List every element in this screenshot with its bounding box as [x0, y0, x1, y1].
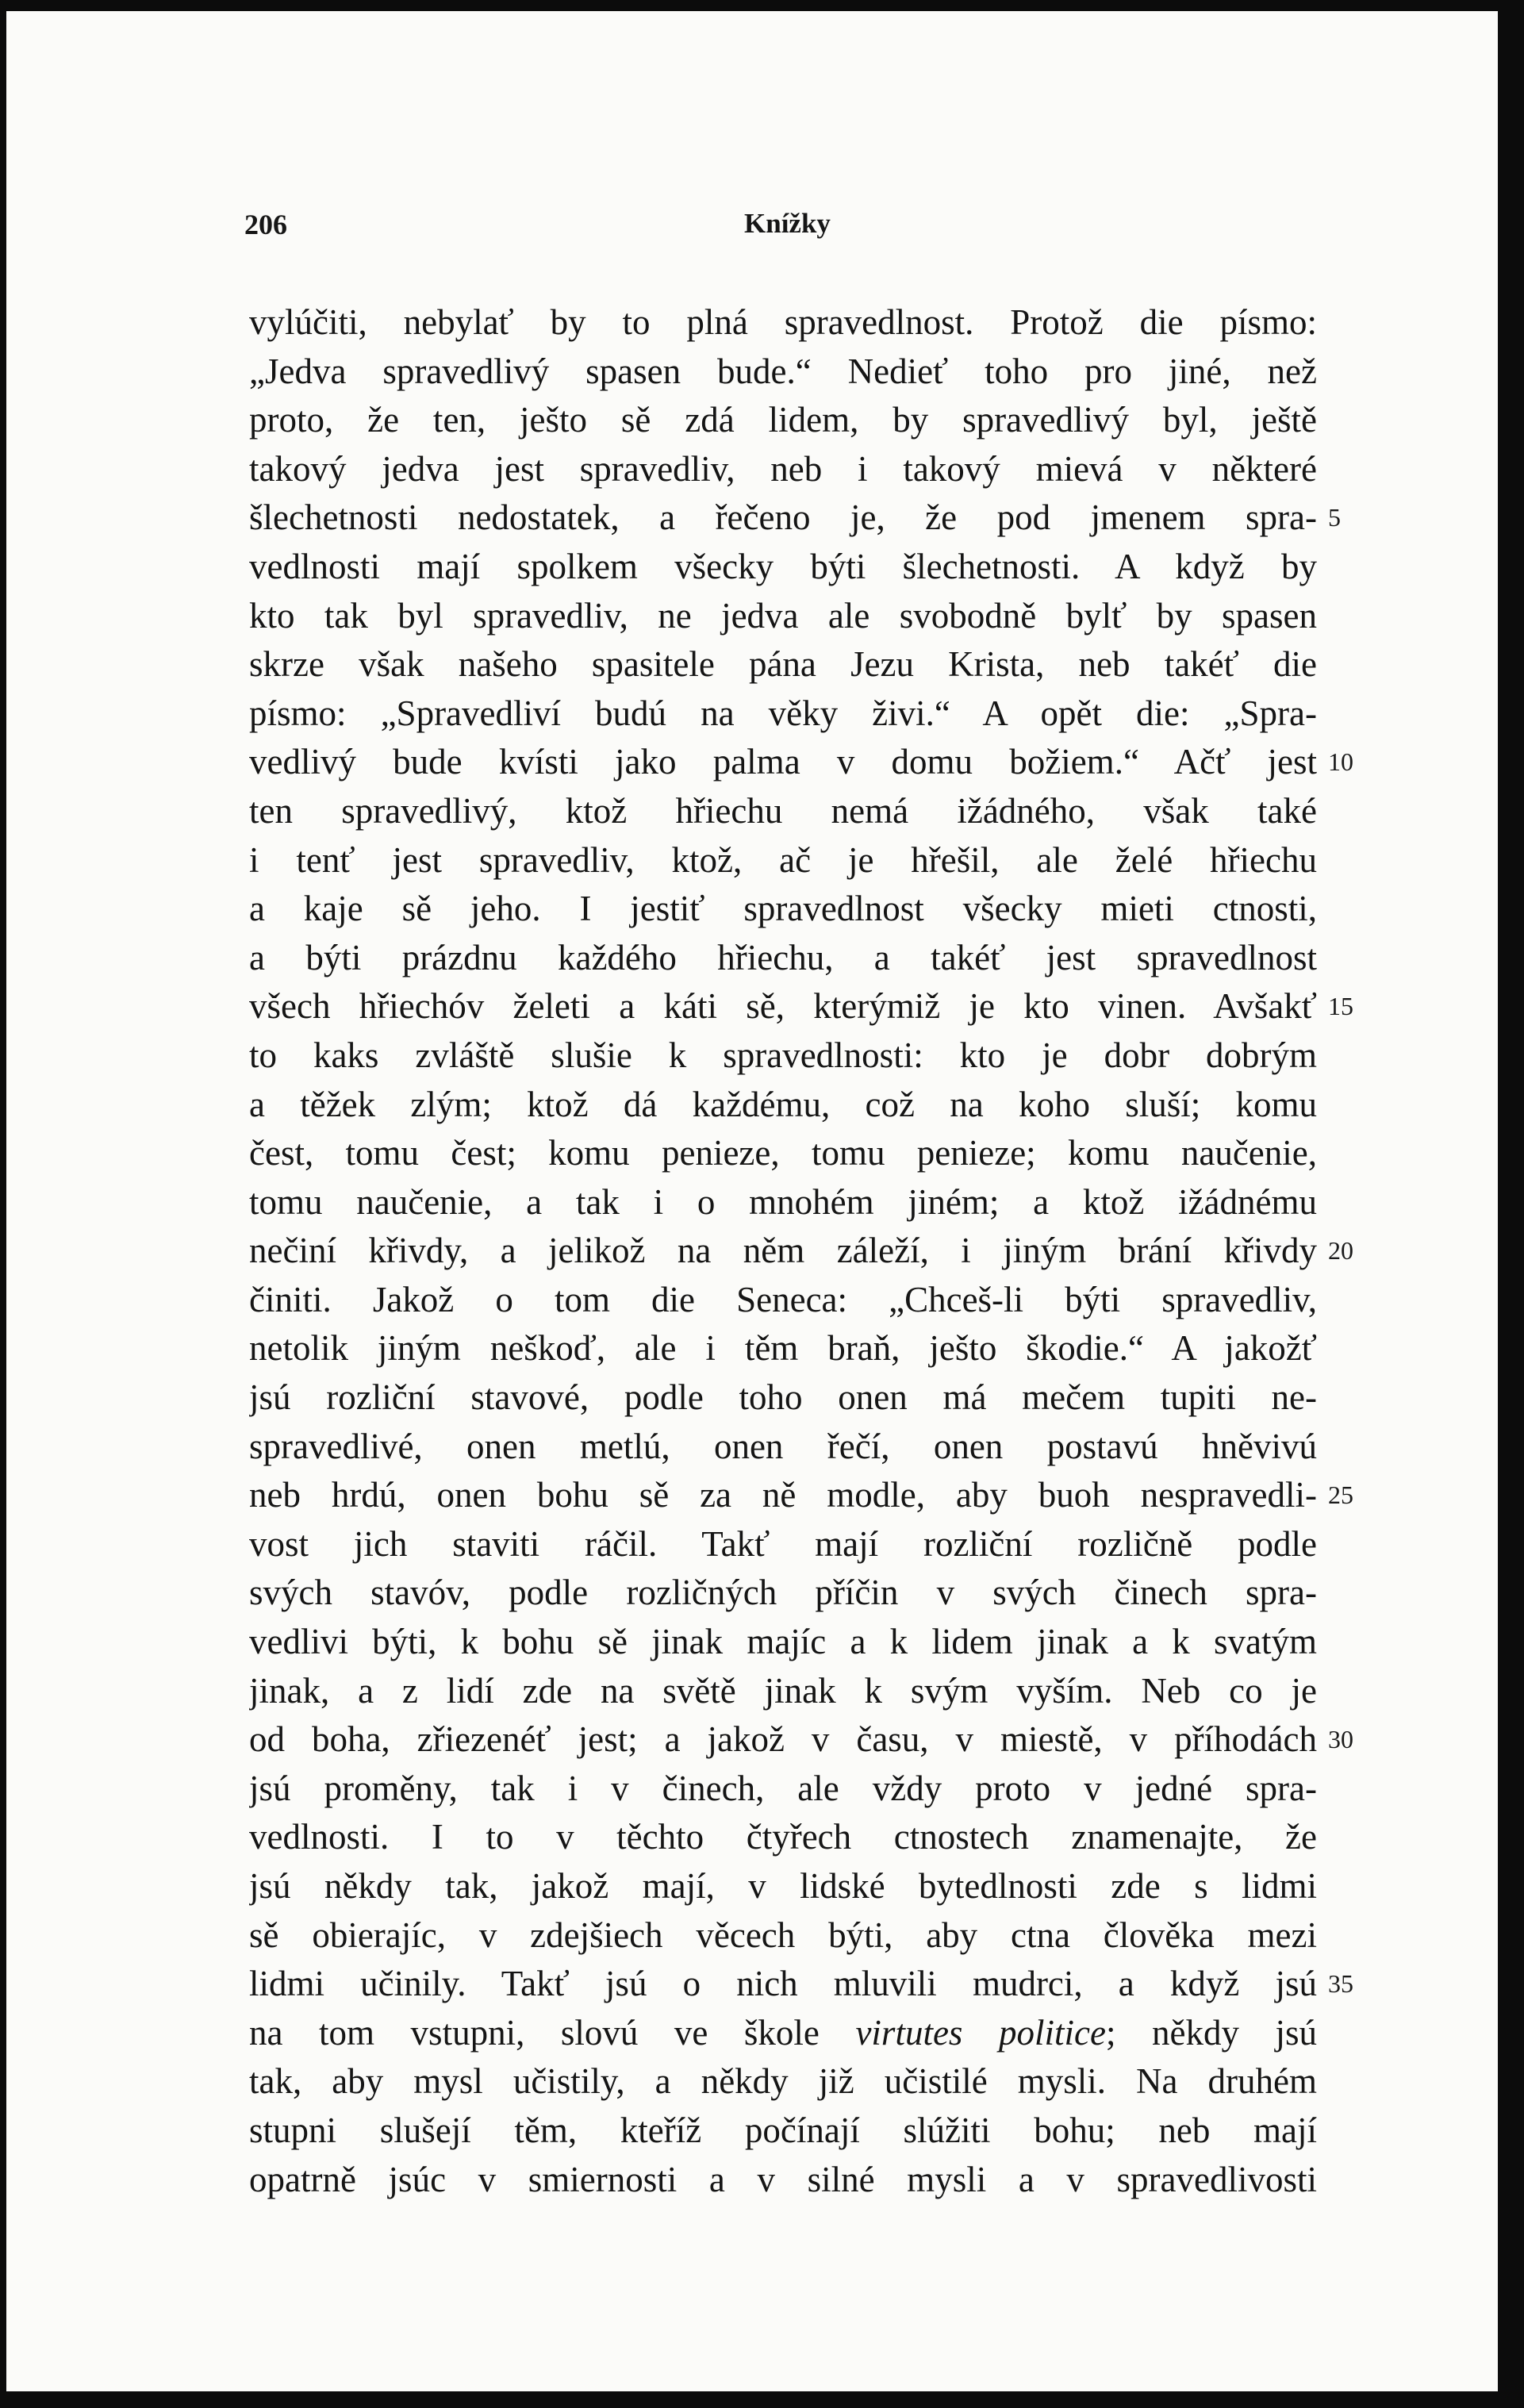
text-segment: ; někdy jsú [1105, 2012, 1317, 2053]
text-line: činiti. Jakož o tom die Seneca: „Chceš-li býti spravedliv, [249, 1279, 1317, 1319]
text-line: jsú někdy tak, jakož mají, v lidské bytedlnosti zde s lidmi [249, 1866, 1317, 1906]
text-line: „Jedva spravedlivý spasen bude.“ Nedieť toho pro jiné, než [249, 351, 1317, 391]
text-line: šlechetnosti nedostatek, a řečeno je, že pod jmenem spra- [249, 497, 1317, 538]
text-line: tak, aby mysl učistily, a někdy již učistilé mysli. Na druhém [249, 2061, 1317, 2102]
text-line: lidmi učinily. Takť jsú o nich mluvili mudrci, a když jsú [249, 1964, 1317, 2004]
text-line: vost jich staviti ráčil. Takť mají rozliční rozličně podle [249, 1523, 1317, 1564]
text-line: a těžek zlým; ktož dá každému, což na koho sluší; komu [249, 1084, 1317, 1124]
line-number: 10 [1328, 747, 1353, 777]
text-line: jinak, a z lidí zde na světě jinak k svým vyším. Neb co je [249, 1670, 1317, 1711]
text-line: od boha, zřiezenéť jest; a jakož v času, v miestě, v příhodách [249, 1719, 1317, 1760]
text-line: všech hřiechóv želeti a káti sě, kterýmiž je kto vinen. Avšakť [249, 986, 1317, 1027]
line-number: 35 [1328, 1969, 1353, 1999]
text-line: svých stavóv, podle rozličných příčin v svých činech spra- [249, 1573, 1317, 1613]
text-line: vedlnosti mají spolkem všecky býti šlechetnosti. A když by [249, 546, 1317, 586]
text-segment: na tom vstupni, slovú ve škole [249, 2012, 856, 2053]
text-line: a kaje sě jeho. I jestiť spravedlnost všecky mieti ctnosti, [249, 889, 1317, 929]
italic-phrase: virtutes politice [855, 2012, 1106, 2053]
body-text [249, 298, 1317, 2204]
page-header [244, 208, 1315, 248]
text-line: sě obierajíc, v zdejšiech věcech býti, aby ctna člověka mezi [249, 1914, 1317, 1955]
running-title: Knížky [744, 208, 831, 239]
text-line: písmo: „Spravedliví budú na věky živi.“ A opět die: „Spra- [249, 693, 1317, 733]
text-line: vedlivi býti, k bohu sě jinak majíc a k lidem jinak a k svatým [249, 1622, 1317, 1662]
line-number: 30 [1328, 1725, 1353, 1754]
text-line: stupni slušejí těm, kteříž počínají slúžiti bohu; neb mají [249, 2110, 1317, 2150]
text-line: kto tak byl spravedliv, ne jedva ale svobodně bylť by spasen [249, 595, 1317, 636]
text-line: jsú rozliční stavové, podle toho onen má mečem tupiti ne- [249, 1377, 1317, 1418]
text-line: i tenť jest spravedliv, ktož, ač je hřešil, ale želé hřiechu [249, 839, 1317, 880]
line-number: 25 [1328, 1481, 1353, 1510]
text-line: proto, že ten, ješto sě zdá lidem, by spravedlivý byl, ještě [249, 400, 1317, 440]
text-line: opatrně jsúc v smiernosti a v silné mysli a v spravedlivosti [249, 2159, 1317, 2199]
book-page [6, 11, 1498, 2391]
line-number: 5 [1328, 503, 1341, 532]
text-line: vedlivý bude kvísti jako palma v domu božiem.“ Ačť jest [249, 742, 1317, 782]
page-number: 206 [244, 209, 287, 240]
text-line: to kaks zvláště slušie k spravedlnosti: kto je dobr dobrým [249, 1035, 1317, 1075]
text-line: neb hrdú, onen bohu sě za ně modle, aby buoh nespravedli- [249, 1475, 1317, 1515]
text-line: nečiní křivdy, a jelikož na něm záleží, i jiným brání křivdy [249, 1231, 1317, 1271]
text-line: skrze však našeho spasitele pána Jezu Krista, neb takéť die [249, 644, 1317, 685]
text-line: vylúčiti, nebylať by to plná spravedlnost. Protož die písmo: [249, 302, 1317, 342]
text-line: netolik jiným neškoď, ale i těm braň, ješto škodie.“ A jakožť [249, 1328, 1317, 1369]
text-line-with-italic [249, 2009, 1317, 2058]
text-line: čest, tomu čest; komu penieze, tomu penieze; komu naučenie, [249, 1133, 1317, 1173]
text-line: vedlnosti. I to v těchto čtyřech ctnostech znamenajte, že [249, 1817, 1317, 1857]
text-line: ten spravedlivý, ktož hřiechu nemá ižádného, však také [249, 790, 1317, 831]
line-number: 20 [1328, 1236, 1353, 1265]
text-line: tomu naučenie, a tak i o mnohém jiném; a ktož ižádnému [249, 1181, 1317, 1222]
text-line: takový jedva jest spravedliv, neb i takový mievá v některé [249, 448, 1317, 489]
line-number: 15 [1328, 992, 1353, 1021]
text-line: a býti prázdnu každého hřiechu, a takéť jest spravedlnost [249, 937, 1317, 977]
text-line: spravedlivé, onen metlú, onen řečí, onen postavú hněvivú [249, 1426, 1317, 1466]
text-line: jsú proměny, tak i v činech, ale vždy proto v jedné spra- [249, 1768, 1317, 1808]
